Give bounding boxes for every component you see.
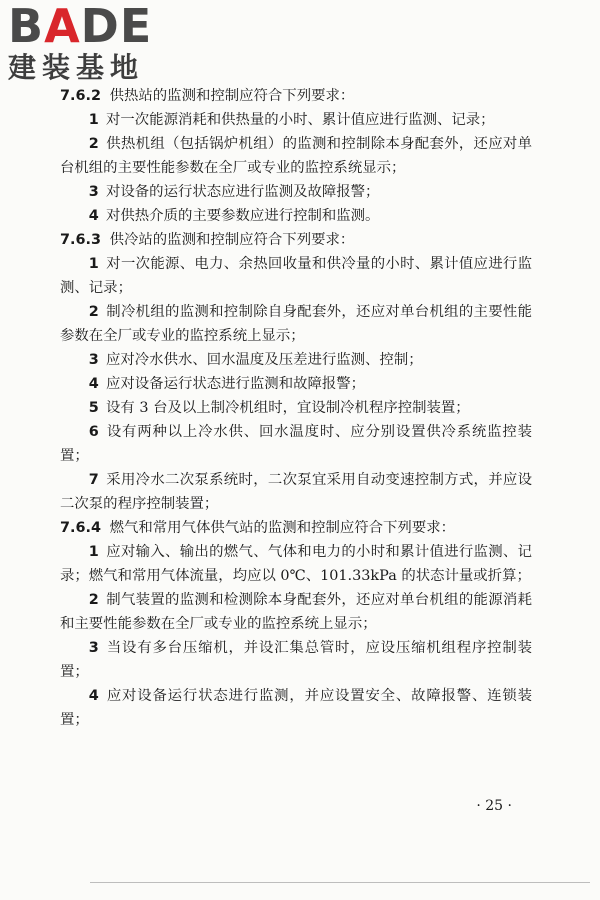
list-item: 2 制气装置的监测和检测除本身配套外，还应对单台机组的能源消耗和主要性能参数在全厂或专业的监控系统上显示； xyxy=(60,592,532,632)
list-item: 3 对设备的运行状态应进行监测及故障报警； xyxy=(88,184,380,200)
list-item: 4 应对设备运行状态进行监测和故障报警； xyxy=(88,376,366,392)
list-item: 6 设有两种以上冷水供、回水温度时、应分别设置供冷系统监控装置； xyxy=(60,424,532,464)
list-item: 5 设有 3 台及以上制冷机组时，宜设制冷机程序控制装置； xyxy=(88,400,470,416)
list-item: 1 对一次能源、电力、余热回收量和供冷量的小时、累计值应进行监测、记录； xyxy=(60,256,532,296)
list-item: 2 制冷机组的监测和控制除自身配套外，还应对单台机组的主要性能参数在全厂或专业的监控系统上显示； xyxy=(60,304,532,344)
list-item: 1 应对输入、输出的燃气、气体和电力的小时和累计值进行监测、记录；燃气和常用气体流量，均应以 0℃、101.33kPa 的状态计量或折算； xyxy=(60,544,532,584)
list-item: 4 应对设备运行状态进行监测，并应设置安全、故障报警、连锁装置； xyxy=(60,688,532,728)
logo-subtitle: 建装基地 xyxy=(8,51,145,84)
list-item: 3 应对冷水供水、回水温度及压差进行监测、控制； xyxy=(88,352,423,368)
section-heading: 7.6.4 燃气和常用气体供气站的监测和控制应符合下列要求： xyxy=(60,520,455,536)
page-number: · 25 · xyxy=(476,798,512,814)
list-item: 2 供热机组（包括锅炉机组）的监测和控制除本身配套外，还应对单台机组的主要性能参数在全厂或专业的监控系统显示； xyxy=(60,136,532,176)
section-heading: 7.6.3 供冷站的监测和控制应符合下列要求： xyxy=(60,232,355,248)
bottom-divider xyxy=(90,882,590,883)
bade-logo xyxy=(8,2,178,88)
list-item: 7 采用冷水二次泵系统时，二次泵宜采用自动变速控制方式，并应设二次泵的程序控制装置； xyxy=(60,472,532,512)
section-heading: 7.6.2 供热站的监测和控制应符合下列要求： xyxy=(60,88,355,104)
list-item: 3 当设有多台压缩机，并设汇集总管时，应设压缩机组程序控制装置； xyxy=(60,640,532,680)
logo-wordmark: BADE xyxy=(8,0,153,53)
list-item: 1 对一次能源消耗和供热量的小时、累计值应进行监测、记录； xyxy=(88,112,495,128)
list-item: 4 对供热介质的主要参数应进行控制和监测。 xyxy=(88,208,380,224)
document-body xyxy=(60,84,532,732)
